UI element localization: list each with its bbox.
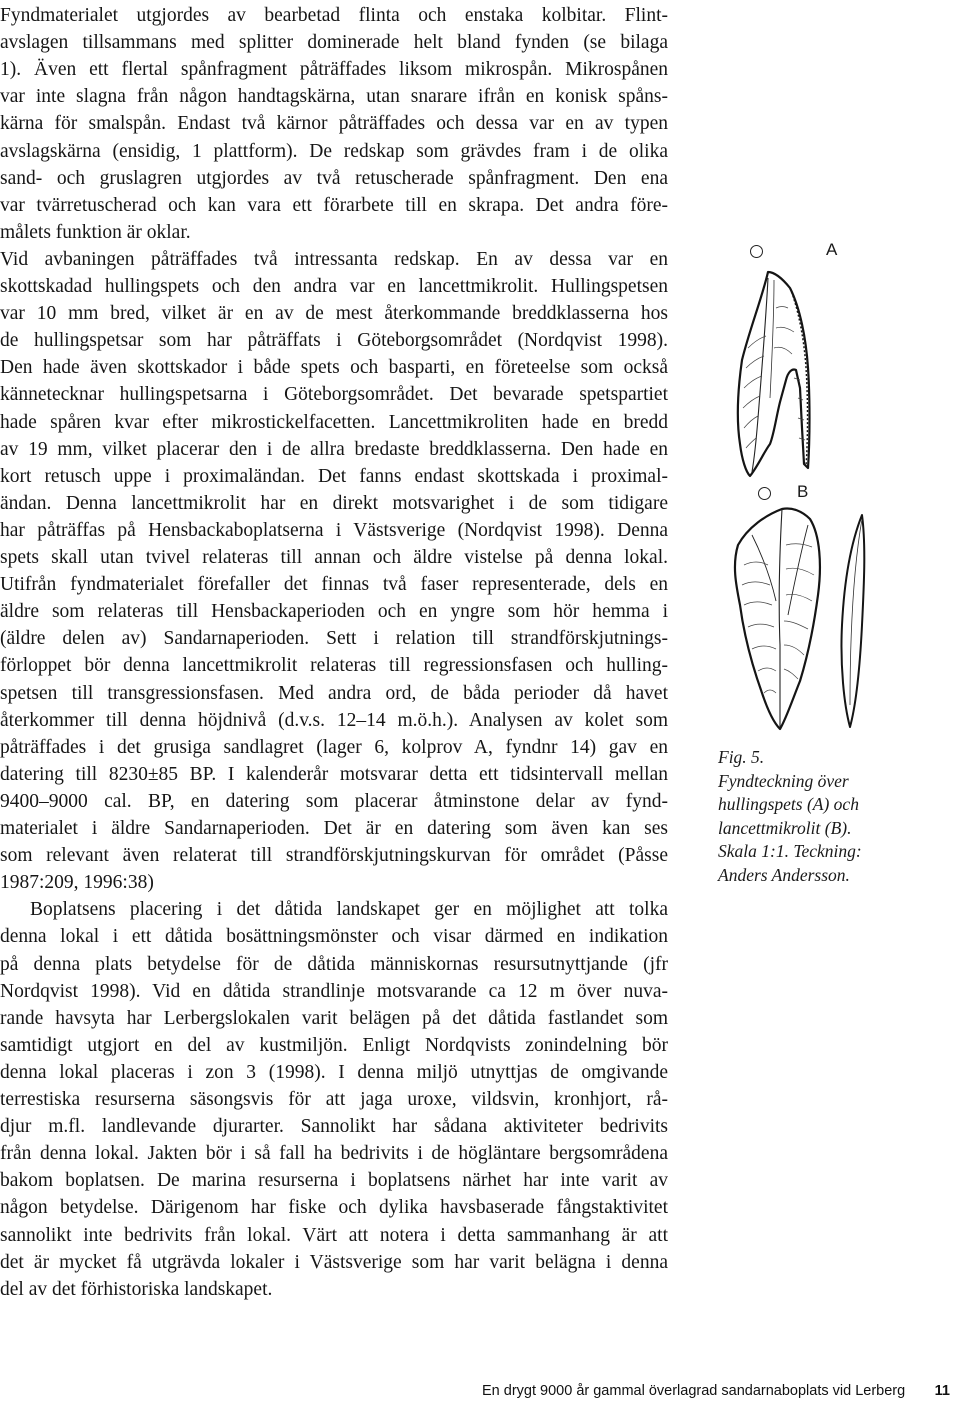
caption-line: hullingspets (A) och — [718, 794, 859, 814]
body-text-line: rande havsyta har Lerbergslokalen varit belägen på det dåtida fastlandet som — [0, 1007, 668, 1029]
body-text-line: samtidigt utgjort en del av kustmiljön. Enligt Nordqvists zonindelning bör — [0, 1034, 668, 1056]
caption-title: Fig. 5. — [718, 747, 765, 767]
body-text-line: spets skall utan tvivel relateras till annan och äldre vistelse på denna lokal. — [0, 547, 668, 568]
body-text-line: djur m.fl. landlevande djurarter. Sannolikt har sådana aktiviteter bedrivits — [0, 1116, 668, 1138]
body-text-line: det är mycket få utgrävda lokaler i Västsverige som har varit belägna i denna — [0, 1251, 668, 1273]
body-text-line: skottskadad hullingspets och den andra var en lancettmikrolit. Hullingspetsen — [0, 276, 668, 297]
body-text-line: 9400–9000 cal. BP, en datering som placerar åtminstone delar av fynd- — [0, 790, 668, 812]
body-text-line: från denna lokal. Jakten bör i så fall ha bedrivits i de högläntare bergsområdena — [0, 1143, 668, 1165]
body-text-line: Nordqvist 1998). Vid en dåtida strandlinje motsvarande ca 12 m över nuva- — [0, 980, 668, 1002]
figure-caption — [718, 746, 948, 887]
body-text-line: sand- och gruslagren utgjordes av två retuscherade spånfragment. Den ena — [0, 167, 668, 189]
body-text-line: Utifrån fyndmaterialet förefaller det finnas två faser representerade, dels en — [0, 574, 668, 596]
body-text-line: spetsen till transgressionsfasen. Med andra ord, de båda perioder då havet — [0, 682, 668, 704]
page-footer — [482, 1383, 952, 1405]
body-text-line: på denna plats betydelse för de dåtida människornas resursutnyttjande (jfr — [0, 953, 668, 975]
body-text-line: (äldre delen av) Sandarnaperioden. Sett i relation till strandförskjutnings- — [0, 628, 668, 650]
body-text-line: av 19 mm, vilket placerar den i de allra bredaste breddklasserna. Den hade en — [0, 438, 668, 460]
body-text-line: Vid avbaningen påträffades två intressanta redskap. En av dessa var en — [0, 248, 668, 270]
body-text-line: bakom boplatsen. De marina resurserna i boplatsens närhet har inte varit av — [0, 1170, 668, 1192]
body-text-line: hade spåren kvar efter mikrostickelfacetten. Lancettmikroliten hade en bredd — [0, 411, 668, 433]
body-text-line: Boplatsens placering i det dåtida landskapet ger en möjlighet att tolka — [30, 899, 668, 921]
body-text-line: var tvärretuscherad och kan vara ett förarbete till en skrapa. Det andra före- — [0, 194, 668, 216]
body-text-line: som relevant även relaterat till strandförskjutningskurvan för området (Påsse — [0, 845, 668, 867]
body-text-line: del av det förhistoriska landskapet. — [0, 1278, 273, 1300]
body-text-line: var 10 mm bred, vilket är en av de mest återkommande breddklasserna hos — [0, 303, 668, 325]
body-text-line: ändan. Denna lancettmikrolit har en direkt motsvarighet i de som tidigare — [0, 492, 668, 514]
body-text-line: denna lokal i ett dåtida bosättningsmönster och visar därmed en indikation — [0, 926, 668, 948]
body-text-line: kärna för smalspån. Endast två kärnor påträffades och dessa var en av typen — [0, 113, 668, 135]
body-text-line: avslagskärna (ensidig, 1 plattform). De redskap som grävdes fram i de olika — [0, 140, 668, 162]
body-text-line: datering till 8230±85 BP. I kalenderår motsvarar detta ett tidsintervall mellan — [0, 763, 668, 785]
running-title: En drygt 9000 år gammal överlagrad sandarnaboplats vid Lerberg — [482, 1383, 906, 1399]
caption-line: Fyndteckning över — [718, 770, 849, 791]
body-text-line: Den hade även skottskador i både spets och basparti, en företeelse som också — [0, 357, 668, 379]
caption-line: Anders Andersson. — [718, 864, 850, 885]
caption-line: Skala 1:1. Teckning: — [718, 841, 862, 861]
page-number: 11 — [934, 1383, 950, 1399]
barbed-point-drawing — [728, 268, 848, 478]
body-text-line: påträffades i det grusiga sandlagret (lager 6, kolprov A, fyndnr 14) gav en — [0, 736, 668, 758]
body-text-line: Fyndmaterialet utgjordes av bearbetad flinta och enstaka kolbitar. Flint- — [0, 5, 668, 26]
body-text-line: materialet i äldre Sandarnaperioden. Det är en datering som även kan ses — [0, 818, 668, 839]
figure-label-a: A — [826, 240, 838, 259]
body-text-line: denna lokal placeras i zon 3 (1998). I denna miljö utnyttjas de omgivande — [0, 1061, 668, 1083]
body-text-line: har påträffas på Hensbackaboplatserna i Västsverige (Nordqvist 1998). Denna — [0, 519, 668, 541]
body-text-line: sannolikt inte bedrivits från lokal. Värt att notera i detta sammanhang är att — [0, 1224, 668, 1246]
scale-circle-b — [758, 487, 771, 500]
body-text-line: äldre som relateras till Hensbackaperioden och en yngre som hör hemma i — [0, 601, 668, 623]
scale-circle-a — [750, 245, 763, 258]
body-text-line: kännetecknar hullingspetsarna i Göteborgsområdet. Det bevarade spetspartiet — [0, 384, 668, 406]
body-text-line: terrestiska resurserna säsongsvis för att jaga uroxe, vildsvin, kronhjort, rå- — [0, 1089, 668, 1110]
lancet-microlith-drawing — [722, 505, 882, 735]
body-text-line: 1). Även ett flertal spånfragment påträffades liksom mikrospån. Mikrospånen — [0, 59, 668, 81]
body-text-line: var inte slagna från någon handtagskärna, utan snarare ifrån en konisk spåns- — [0, 86, 668, 108]
body-text-line: målets funktion är oklar. — [0, 221, 191, 243]
body-text-line: avslagen tillsammans med splitter dominerade helt bland fynden (se bilaga — [0, 32, 668, 54]
body-text-line: återkommer till denna höjdnivå (d.v.s. 12–14 m.ö.h.). Analysen av kolet som — [0, 709, 668, 731]
body-text-line: de hullingspetsar som har påträffats i Göteborgsområdet (Nordqvist 1998). — [0, 330, 668, 352]
figure-label-b: B — [797, 482, 809, 501]
body-text-line: kort retusch uppe i proximaländan. Det fanns endast skottskada i proximal- — [0, 465, 668, 487]
caption-line: lancettmikrolit (B). — [718, 817, 852, 838]
body-text-line: 1987:209, 1996:38) — [0, 872, 154, 894]
body-text-line: någon betydelse. Därigenom har fiske och dylika havsbaserade fångstaktivitet — [0, 1197, 668, 1219]
body-text-line: förloppet bör denna lancettmikrolit relateras till regressionsfasen och hulling- — [0, 655, 668, 677]
